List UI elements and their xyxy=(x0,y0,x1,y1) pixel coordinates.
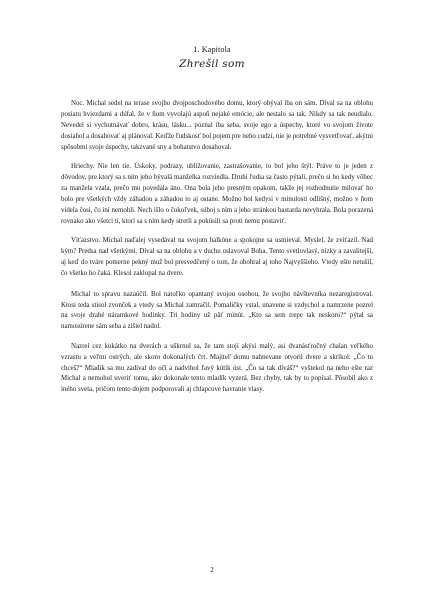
paragraph: Hriechy. Nie len tie. Úskoky, podrazy, ubližovanie, zastrašovanie, to bol jeho štýl. Práve to je jeden z dôvodov, pre ktorý sa s ním jeho bývalá manželka rozviedla. Druhí ľudia sa často pýtali, prečo si ho kedy vôbec za manžela vzala, prečo mu povedala áno. Ona bola jeho presným opakom, takže jej rozhodnutie milovať ho bolo pre všetkých vždy záhadou a záhadou to aj ostane. Možno bol kedysi v minulosti odlišný, možno v ňom videla čosi, čo iní nemohli. Nech išlo o čokoľvek, súboj s ním a jeho stránkou bastarda nevyhrala. Bola porazená rovnako ako všetci tí, ktorí sa s ním kedy stretli a pokúsili sa proti nemu postaviť. xyxy=(61,163,373,225)
body-text xyxy=(61,99,373,405)
paragraph: Noc. Michal sedel na terase svojho dvojposchodového domu, ktorý obýval iba on sám. Díval sa na oblohu posiatu hviezdami a dúfal, že v ňom vyvolajú aspoň nejaké emócie, ale nestalo sa tak. Nikdy sa tak neudialo. Nevedel si vychutnávať dobro, krásu, lásku... poznal iba seba, svoje ego a úspechy, ktoré vo svojom živote dosiahol a dosahovať aj plánoval. Keďže ľudskosť bol pojem pre neho cudzí, nie je potrebné vysvetľovať, akými spôsobmi svoje úspechy, takzvané sny a bohatstvo dosahoval. xyxy=(61,100,373,151)
page-number: 2 xyxy=(210,566,214,574)
chapter-heading: 1. Kapitola xyxy=(193,45,231,54)
paragraph: Víťazstvo. Michal naďalej vysedával na svojom balkóne a spokojne sa usmieval. Myslel, že zvíťazil. Nad kým? Predsa nad všetkými. Díval sa na oblohu a v duchu oslavoval Boha. Tento svetlovlasý, nízky a zavalitejší, aj keď do tváre pomerne pekný muž bol presvedčený o tom, že obohral aj toho Najvyššieho. Vtedy ešte netušil, čo všetko ho čaká. Klesol zaklopal na dvere. xyxy=(61,236,373,277)
chapter-subtitle: Zhrešil som xyxy=(179,58,245,70)
paragraph: Nazrel cez kukátko na dverách a uškrnul sa, že tam stojí akýsi malý, asi dvanásťročný chalan veľkého vzrastu a veľmi ostrých, ale skoro dokonalých črt. Majiteľ domu nahnevane otvoril dvere a skríkol: „Čo tu chceš?“ Mladík sa mu zadíval do očí a nadvihol ľavý kútik úst. „Čo sa tak díváš?“ vyštekol na neho ešte raz Michal a nemohol uveriť tomu, ako dokonale tento mladík vyzerá. Bez chyby, tak by to popísal. Pôsobil ako z iného sveta, pričom tento dojem podporovali aj chlapcove havranie vlasy. xyxy=(61,342,373,394)
paragraph: Michal to spravu nazaúčil. Bol natoľko opantaný svojou osobou, že svojho návštevníka nezaregistroval. Ktosi teda stisol zvonček a vtedy sa Michal zamračil. Pomaličky vstal, unavene si vzdychol a namrzene pozrel na svoje drahé náramkové hodinky. Tri hodiny už päť minút. „Kto sa sem trepe tak neskoro?“ pýtal sa namosúrene sám seba a zišiel nadol. xyxy=(61,290,373,331)
